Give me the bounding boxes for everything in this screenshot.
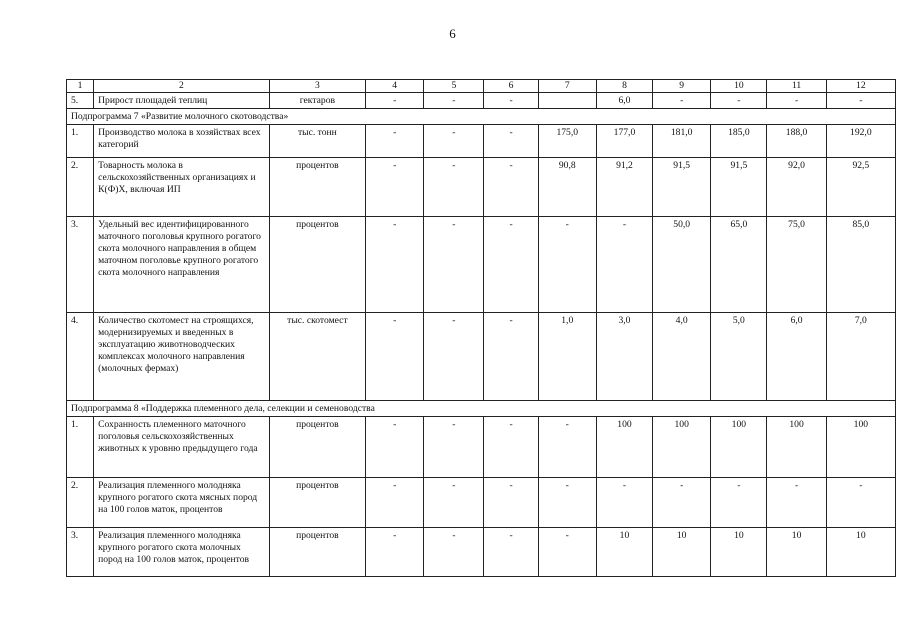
value-cell: 100 [711, 417, 767, 478]
subprogram-title: Подпрограмма 8 «Поддержка племенного дела, селекции и семеноводства [67, 401, 896, 417]
header-cell: 7 [538, 80, 596, 93]
unit-of-measure: процентов [269, 417, 365, 478]
value-cell: - [424, 217, 484, 313]
value-cell: 3,0 [596, 313, 652, 401]
value-cell: - [538, 528, 596, 577]
value-cell: - [538, 417, 596, 478]
value-cell [538, 93, 596, 109]
header-cell: 5 [424, 80, 484, 93]
header-cell: 6 [484, 80, 538, 93]
value-cell: - [424, 417, 484, 478]
value-cell: 175,0 [538, 125, 596, 158]
value-cell: - [366, 93, 424, 109]
header-cell: 4 [366, 80, 424, 93]
value-cell: - [366, 417, 424, 478]
value-cell: - [366, 217, 424, 313]
value-cell: 6,0 [596, 93, 652, 109]
value-cell: 185,0 [711, 125, 767, 158]
value-cell: 91,5 [711, 158, 767, 217]
table-row [67, 93, 896, 109]
row-number: 5. [67, 93, 94, 109]
value-cell: 100 [826, 417, 895, 478]
header-cell: 9 [653, 80, 711, 93]
indicator-name: Реализация племенного молодняка крупного рогатого скота молочных пород на 100 голов маток, процентов [94, 528, 270, 577]
header-cell: 1 [67, 80, 94, 93]
value-cell: 181,0 [653, 125, 711, 158]
table-row [67, 313, 896, 401]
value-cell: - [484, 478, 538, 528]
value-cell: 4,0 [653, 313, 711, 401]
value-cell: - [366, 528, 424, 577]
value-cell: 75,0 [767, 217, 826, 313]
value-cell: 192,0 [826, 125, 895, 158]
indicator-name: Производство молока в хозяйствах всех категорий [94, 125, 270, 158]
value-cell: 5,0 [711, 313, 767, 401]
indicator-name: Удельный вес идентифицированного маточного поголовья крупного рогатого скота молочного направления в общем маточном поголовье крупного рогатого скота молочного направления [94, 217, 270, 313]
row-number: 1. [67, 125, 94, 158]
header-cell: 3 [269, 80, 365, 93]
value-cell: - [596, 478, 652, 528]
value-cell: 177,0 [596, 125, 652, 158]
value-cell: - [711, 93, 767, 109]
indicator-name: Количество скотомест на строящихся, модернизируемых и введенных в эксплуатацию животноводческих комплексах молочного направления (молочных фермах) [94, 313, 270, 401]
unit-of-measure: гектаров [269, 93, 365, 109]
value-cell: - [366, 313, 424, 401]
indicator-name: Сохранность племенного маточного поголовья сельскохозяйственных животных к уровню предыдущего года [94, 417, 270, 478]
value-cell: - [424, 478, 484, 528]
value-cell: - [484, 313, 538, 401]
value-cell: - [484, 217, 538, 313]
row-number: 2. [67, 158, 94, 217]
value-cell: 10 [711, 528, 767, 577]
value-cell: - [826, 93, 895, 109]
table-row [67, 217, 896, 313]
indicator-name: Товарность молока в сельскохозяйственных организациях и К(Ф)Х, включая ИП [94, 158, 270, 217]
row-number: 3. [67, 528, 94, 577]
value-cell: 100 [596, 417, 652, 478]
value-cell: 91,5 [653, 158, 711, 217]
value-cell: - [424, 93, 484, 109]
value-cell: - [366, 125, 424, 158]
value-cell: 50,0 [653, 217, 711, 313]
value-cell: 10 [767, 528, 826, 577]
row-number: 1. [67, 417, 94, 478]
header-cell: 10 [711, 80, 767, 93]
value-cell: - [484, 93, 538, 109]
value-cell: - [484, 125, 538, 158]
value-cell: - [538, 217, 596, 313]
value-cell: - [366, 478, 424, 528]
value-cell: - [484, 528, 538, 577]
value-cell: - [424, 125, 484, 158]
header-cell: 12 [826, 80, 895, 93]
value-cell: - [424, 313, 484, 401]
value-cell: - [424, 528, 484, 577]
unit-of-measure: процентов [269, 158, 365, 217]
table-row [67, 158, 896, 217]
value-cell: - [538, 478, 596, 528]
value-cell: - [653, 478, 711, 528]
value-cell: - [653, 93, 711, 109]
value-cell: 7,0 [826, 313, 895, 401]
header-row [67, 80, 896, 93]
unit-of-measure: процентов [269, 217, 365, 313]
value-cell: 90,8 [538, 158, 596, 217]
header-cell: 11 [767, 80, 826, 93]
value-cell: 92,0 [767, 158, 826, 217]
subprogram-row [67, 401, 896, 417]
indicator-name: Реализация племенного молодняка крупного рогатого скота мясных пород на 100 голов маток, процентов [94, 478, 270, 528]
value-cell: 65,0 [711, 217, 767, 313]
value-cell: 188,0 [767, 125, 826, 158]
unit-of-measure: тыс. скотомест [269, 313, 365, 401]
value-cell: 10 [653, 528, 711, 577]
page-number: 6 [449, 26, 456, 41]
indicator-name: Прирост площадей теплиц [94, 93, 270, 109]
value-cell: 100 [767, 417, 826, 478]
value-cell: 10 [596, 528, 652, 577]
table-row [67, 125, 896, 158]
value-cell: - [484, 158, 538, 217]
header-cell: 2 [94, 80, 270, 93]
row-number: 4. [67, 313, 94, 401]
value-cell: 10 [826, 528, 895, 577]
value-cell: 1,0 [538, 313, 596, 401]
row-number: 3. [67, 217, 94, 313]
subprogram-row [67, 109, 896, 125]
value-cell: 85,0 [826, 217, 895, 313]
value-cell: 6,0 [767, 313, 826, 401]
row-number: 2. [67, 478, 94, 528]
unit-of-measure: процентов [269, 478, 365, 528]
value-cell: 100 [653, 417, 711, 478]
value-cell: - [826, 478, 895, 528]
value-cell: - [366, 158, 424, 217]
value-cell: - [596, 217, 652, 313]
table-row [67, 478, 896, 528]
indicators-table [66, 79, 896, 577]
header-cell: 8 [596, 80, 652, 93]
value-cell: - [767, 478, 826, 528]
unit-of-measure: тыс. тонн [269, 125, 365, 158]
value-cell: 92,5 [826, 158, 895, 217]
value-cell: - [767, 93, 826, 109]
subprogram-title: Подпрограмма 7 «Развитие молочного скотоводства» [67, 109, 896, 125]
value-cell: 91,2 [596, 158, 652, 217]
table-row [67, 417, 896, 478]
value-cell: - [424, 158, 484, 217]
unit-of-measure: процентов [269, 528, 365, 577]
value-cell: - [484, 417, 538, 478]
table-row [67, 528, 896, 577]
value-cell: - [711, 478, 767, 528]
